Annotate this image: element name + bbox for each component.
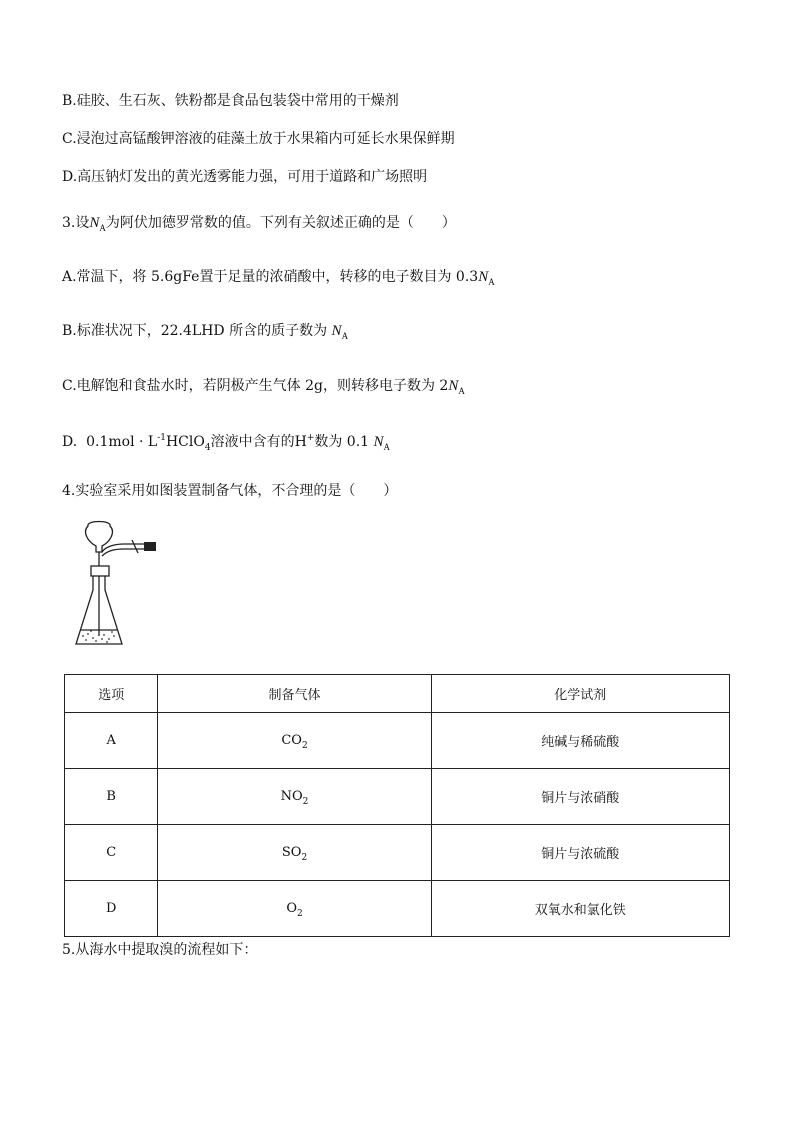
option-label: A	[65, 713, 158, 769]
q3-option-b: B.标准状况下，22.4LHD 所含的质子数为 $N_A$	[62, 323, 349, 341]
stopcock-clamp	[144, 542, 156, 551]
reagent-cell: 铜片与浓硫酸	[431, 825, 729, 881]
gas-cell: $O_2$	[158, 881, 431, 937]
question-4-stem: 4.实验室采用如图装置制备气体，不合理的是（ ）	[62, 483, 398, 499]
gas-cell: $SO_2$	[158, 825, 431, 881]
option-d-prev: D.高压钠灯发出的黄光透雾能力强，可用于道路和广场照明	[62, 169, 428, 185]
gas-cell: $CO_2$	[158, 713, 431, 769]
reagent-cell: 铜片与浓硝酸	[431, 769, 729, 825]
table-row	[65, 881, 730, 937]
q3-stem-text: 为阿伏加德罗常数的值。下列有关叙述正确的是（ ）	[105, 215, 456, 231]
avogadro-symbol: $N_A$	[373, 434, 391, 452]
table-row	[65, 713, 730, 769]
table-header-row	[65, 675, 730, 713]
option-b-prev: B.硅胶、生石灰、铁粉都是食品包装袋中常用的干燥剂	[62, 93, 399, 109]
reagent-cell: 双氧水和氯化铁	[431, 881, 729, 937]
avogadro-symbol: $N_A$	[89, 215, 106, 233]
option-label: D	[65, 881, 158, 937]
question-3-stem	[62, 214, 456, 233]
header-reagent: 化学试剂	[431, 675, 729, 713]
reagent-cell: 纯碱与稀硫酸	[431, 713, 729, 769]
formula-hclo4: HClO	[165, 434, 205, 450]
avogadro-symbol: $N_A$	[331, 323, 349, 341]
gas-generation-apparatus-figure	[66, 518, 166, 658]
q3-option-c: C.电解饱和食盐水时，若阴极产生气体 2g，则转移电子数为 $2N_A$	[62, 378, 465, 396]
gas-cell: $NO_2$	[158, 769, 431, 825]
avogadro-symbol: $N_A$	[478, 269, 495, 287]
table-row	[65, 825, 730, 881]
table-row	[65, 769, 730, 825]
concentration: 0.1mol · L	[86, 434, 158, 450]
header-option: 选项	[65, 675, 158, 713]
option-c-prev: C.浸泡过高锰酸钾溶液的硅藻土放于水果箱内可延长水果保鲜期	[62, 131, 455, 147]
header-gas: 制备气体	[158, 675, 431, 713]
option-label: B	[65, 769, 158, 825]
q3-stem-number: 3.设	[62, 215, 90, 231]
q3-option-d: D. $0.1mol \cdot L^{-1}HClO_4$溶液中含有的H+数为 0.1 $N_A$	[62, 433, 391, 453]
q3-option-a: A.常温下，将 5.6gFe置于足量的浓硝酸中，转移的电子数目为 $0.3N_A$	[62, 269, 495, 287]
question-5-stem: 5.从海水中提取溴的流程如下：	[62, 942, 258, 958]
avogadro-symbol: $N_A$	[448, 378, 465, 396]
option-label: C	[65, 825, 158, 881]
options-table	[64, 674, 730, 937]
